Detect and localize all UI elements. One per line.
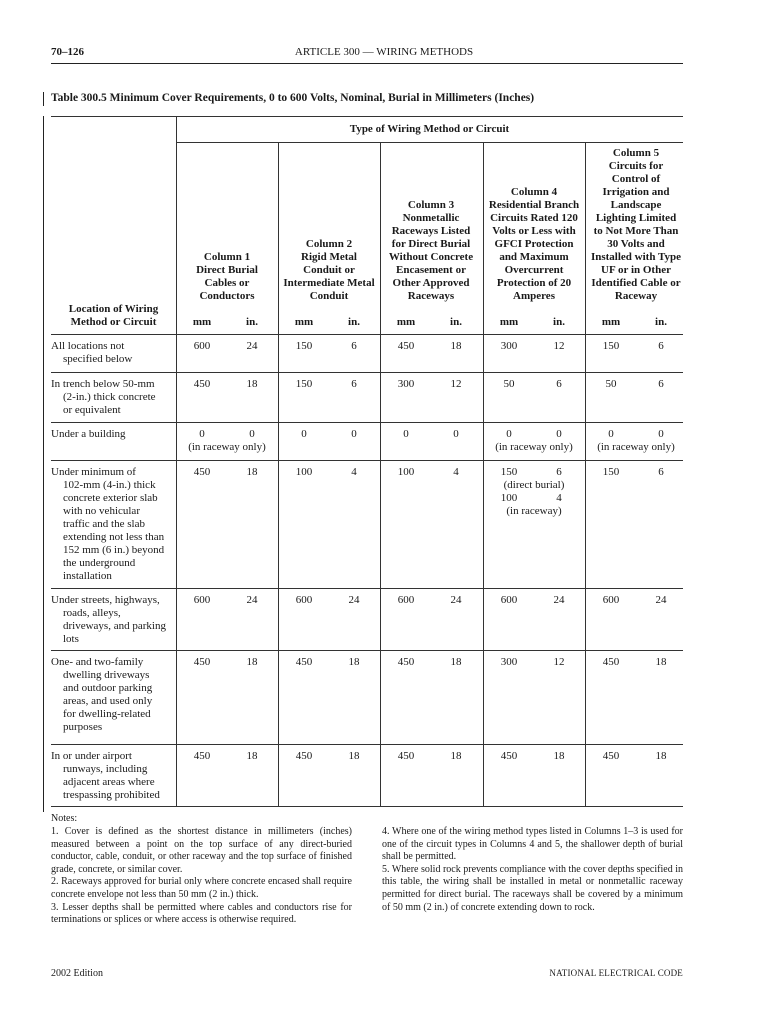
row-location: [51, 378, 176, 417]
column-header-line: Encasement or: [396, 264, 466, 276]
column-1-header: [176, 251, 278, 303]
column-header-line: GFCI Protection: [494, 238, 574, 250]
column-divider: [176, 116, 177, 806]
cell-in: 4: [453, 466, 459, 478]
unit-mm: mm: [601, 316, 621, 328]
location-line: One- and two-family: [51, 656, 144, 668]
column-header-line: UF or in Other: [601, 264, 671, 276]
cell-in: 18: [246, 378, 258, 390]
article-title: ARTICLE 300 — WIRING METHODS: [294, 46, 474, 58]
unit-in: in.: [553, 316, 565, 328]
code-name: NATIONAL ELECTRICAL CODE: [549, 968, 683, 978]
location-line: Under streets, highways,: [51, 594, 160, 606]
cell-mm: 150: [295, 378, 313, 390]
cell-in: 24: [348, 594, 360, 606]
note-paragraph: 4. Where one of the wiring method types listed in Columns 1–3 is used for one of the circuit types in Columns 4 and 5, the shallower depth of burial shall be permitted.: [382, 826, 683, 863]
cell-mm: 600: [193, 594, 211, 606]
cell-mm: 300: [500, 340, 518, 352]
location-header-line: Method or Circuit: [70, 316, 157, 328]
location-line: driveways, and parking: [63, 620, 166, 632]
column-header-line: Intermediate Metal: [283, 277, 375, 289]
column-header-line: and Maximum: [499, 251, 569, 263]
cell-mm: 450: [602, 750, 620, 762]
column-header-line: Raceway: [614, 290, 658, 302]
unit-mm: mm: [499, 316, 519, 328]
cell-in: 18: [450, 656, 462, 668]
column-header-line: Overcurrent: [504, 264, 564, 276]
cell-mm: 300: [397, 378, 415, 390]
row-location: [51, 750, 176, 802]
column-header-line: Landscape: [610, 199, 662, 211]
column-header-line: Installed with Type: [590, 251, 682, 263]
column-header-line: 30 Volts and: [607, 238, 665, 250]
cell-mm: 450: [397, 340, 415, 352]
cell-in: 6: [556, 378, 562, 390]
notes-right-column: [382, 826, 683, 914]
cell-mm: 100: [397, 466, 415, 478]
location-line: extending not less than: [63, 531, 165, 543]
cell-mm: 0: [301, 428, 307, 440]
location-header: [51, 303, 176, 329]
cell-mm: 450: [193, 656, 211, 668]
location-line: 152 mm (6 in.) beyond: [63, 544, 165, 556]
cell-mm: 150: [602, 466, 620, 478]
page-number: 70–126: [51, 46, 84, 58]
location-line: adjacent areas where: [63, 776, 155, 788]
column-header-line: Column 5: [612, 147, 660, 159]
cell-mm: 450: [193, 466, 211, 478]
cell-mm: 0: [506, 428, 512, 440]
location-line: areas, and used only: [63, 695, 153, 707]
column-header-line: Rigid Metal: [301, 251, 357, 263]
cell-in: 6: [351, 378, 357, 390]
cell-note: (in raceway): [506, 505, 562, 517]
cell-mm: 0: [403, 428, 409, 440]
location-line: In or under airport: [51, 750, 132, 762]
unit-mm: mm: [294, 316, 314, 328]
location-line: dwelling driveways: [63, 669, 150, 681]
column-header-line: Control of: [611, 173, 661, 185]
column-header-line: Lighting Limited: [595, 212, 677, 224]
cell-in: 12: [450, 378, 462, 390]
column-header-line: Raceways: [407, 290, 455, 302]
column-header-line: Amperes: [513, 290, 555, 302]
column-header-line: to Not More Than: [593, 225, 679, 237]
column-header-line: Raceways Listed: [391, 225, 471, 237]
note-paragraph: 1. Cover is defined as the shortest distance in millimeters (inches) measured between a point on the top surface of any direct-buried conductor, cable, conduit, or other raceway and the top surface of finished grade, concrete, or similar cover.: [51, 826, 352, 875]
column-2-header: [278, 238, 380, 303]
column-header-line: Conduit: [309, 290, 349, 302]
location-line: All locations not: [51, 340, 125, 352]
cell-in: 6: [658, 378, 664, 390]
column-header-line: Protection of 20: [496, 277, 572, 289]
cell-in: 0: [351, 428, 357, 440]
column-header-line: Column 3: [407, 199, 455, 211]
location-line: lots: [63, 633, 79, 645]
location-line: roads, alleys,: [63, 607, 121, 619]
cell-mm: 150: [602, 340, 620, 352]
cell-mm: 600: [295, 594, 313, 606]
location-line: trespassing prohibited: [63, 789, 160, 801]
note-paragraph: 3. Lesser depths shall be permitted where cables and conductors rise for terminations or splices or where access is otherwise required.: [51, 901, 352, 926]
change-bar: [43, 116, 44, 812]
cell-in: 24: [246, 594, 258, 606]
table-top-rule: [51, 116, 683, 117]
group-header: Type of Wiring Method or Circuit: [349, 123, 510, 135]
column-4-header: [483, 186, 585, 303]
cell-in: 0: [556, 428, 562, 440]
location-line: purposes: [63, 721, 103, 733]
location-line: concrete exterior slab: [63, 492, 158, 504]
cell-mm: 50: [605, 378, 617, 390]
cell-in: 18: [450, 750, 462, 762]
unit-in: in.: [246, 316, 258, 328]
row-divider: [51, 422, 683, 423]
location-header-line: Location of Wiring: [68, 303, 159, 315]
edition-label: 2002 Edition: [51, 968, 103, 979]
cell-in: 24: [655, 594, 667, 606]
cell-mm: 150: [295, 340, 313, 352]
location-line: or equivalent: [63, 404, 121, 416]
row-divider: [51, 806, 683, 807]
cell-mm: 450: [500, 750, 518, 762]
cell-mm: 0: [199, 428, 205, 440]
column-header-line: Volts or Less with: [492, 225, 576, 237]
location-line: Under a building: [51, 428, 126, 440]
cell-in: 12: [553, 340, 565, 352]
location-line: specified below: [63, 353, 133, 365]
cell-mm: 450: [397, 656, 415, 668]
note-paragraph: 2. Raceways approved for burial only where concrete encased shall require concrete envelope not less than 50 mm (2 in.) thick.: [51, 876, 352, 900]
unit-mm: mm: [396, 316, 416, 328]
column-header-line: Irrigation and: [602, 186, 670, 198]
cell-note: (in raceway only): [597, 441, 675, 453]
column-header-line: Cables or: [204, 277, 250, 289]
cell-in: 18: [246, 466, 258, 478]
note-paragraph: 5. Where solid rock prevents compliance with the cover depths specified in this table, the wiring shall be installed in metal or nonmetallic raceway permitted for direct burial. The raceways shall be covered by a minimum of 50 mm (2 in.) of concrete extending down to rock.: [382, 863, 683, 913]
cell-mm: 300: [500, 656, 518, 668]
change-bar: [43, 92, 44, 106]
cell-mm: 600: [193, 340, 211, 352]
cell-in: 24: [246, 340, 258, 352]
cell-in: 24: [553, 594, 565, 606]
unit-in: in.: [655, 316, 667, 328]
cell-in: 6: [658, 466, 664, 478]
column-header-line: Column 1: [203, 251, 251, 263]
cell-mm: 600: [397, 594, 415, 606]
location-line: 102-mm (4-in.) thick: [63, 479, 156, 491]
column-header-line: Circuits Rated 120: [490, 212, 578, 224]
cell-in: 18: [655, 750, 667, 762]
cell-mm: 100: [500, 492, 518, 504]
cell-in: 4: [556, 492, 562, 504]
cell-mm: 450: [602, 656, 620, 668]
location-line: (2-in.) thick concrete: [63, 391, 156, 403]
unit-mm: mm: [192, 316, 212, 328]
location-line: installation: [63, 570, 112, 582]
location-line: for dwelling-related: [63, 708, 151, 720]
cell-in: 0: [658, 428, 664, 440]
cell-mm: 450: [193, 750, 211, 762]
column-header-line: Column 4: [510, 186, 558, 198]
column-header-line: Column 2: [305, 238, 353, 250]
cell-mm: 100: [295, 466, 313, 478]
cell-note: (direct burial): [503, 479, 565, 491]
cell-mm: 0: [608, 428, 614, 440]
column-header-line: for Direct Burial: [391, 238, 471, 250]
column-5-header: [585, 147, 687, 303]
row-location: [51, 428, 176, 441]
header-rule: [51, 63, 683, 64]
cell-in: 18: [553, 750, 565, 762]
table-caption: Table 300.5 Minimum Cover Requirements, 0 to 600 Volts, Nominal, Burial in Millimeters (Inches): [51, 92, 535, 104]
notes-heading: Notes:: [51, 813, 78, 824]
cell-in: 18: [348, 656, 360, 668]
cell-in: 24: [450, 594, 462, 606]
row-divider: [51, 372, 683, 373]
column-header-line: Conduit or: [303, 264, 355, 276]
cell-in: 18: [450, 340, 462, 352]
cell-note: (in raceway only): [188, 441, 266, 453]
row-divider: [51, 588, 683, 589]
notes-left-column: [51, 826, 352, 927]
column-header-line: Other Approved: [392, 277, 470, 289]
cell-in: 12: [553, 656, 565, 668]
row-location: [51, 656, 176, 734]
cell-in: 18: [348, 750, 360, 762]
location-line: traffic and the slab: [63, 518, 145, 530]
row-location: [51, 594, 176, 646]
cell-in: 0: [249, 428, 255, 440]
header-bottom-rule: [51, 334, 683, 335]
column-header-line: Residential Branch: [488, 199, 580, 211]
location-line: and outdoor parking: [63, 682, 153, 694]
location-line: Under minimum of: [51, 466, 136, 478]
cell-note: (in raceway only): [495, 441, 573, 453]
cell-mm: 450: [397, 750, 415, 762]
column-3-header: [380, 199, 482, 303]
cell-in: 6: [658, 340, 664, 352]
cell-in: 18: [246, 656, 258, 668]
row-divider: [51, 650, 683, 651]
location-line: runways, including: [63, 763, 148, 775]
unit-in: in.: [450, 316, 462, 328]
cell-mm: 150: [500, 466, 518, 478]
column-header-line: Identified Cable or: [591, 277, 681, 289]
cell-mm: 450: [295, 750, 313, 762]
column-header-line: Circuits for: [608, 160, 664, 172]
row-divider: [51, 460, 683, 461]
column-header-line: Without Concrete: [388, 251, 474, 263]
cell-in: 18: [655, 656, 667, 668]
group-header-rule: [176, 142, 683, 143]
cell-in: 6: [556, 466, 562, 478]
location-line: with no vehicular: [63, 505, 140, 517]
row-location: [51, 340, 176, 366]
column-header-line: Nonmetallic: [402, 212, 460, 224]
cell-mm: 450: [193, 378, 211, 390]
cell-mm: 450: [295, 656, 313, 668]
column-header-line: Conductors: [199, 290, 255, 302]
cell-mm: 600: [500, 594, 518, 606]
location-line: In trench below 50-mm: [51, 378, 155, 390]
cell-mm: 50: [503, 378, 515, 390]
row-location: [51, 466, 176, 583]
cell-in: 0: [453, 428, 459, 440]
unit-in: in.: [348, 316, 360, 328]
cell-in: 18: [246, 750, 258, 762]
cell-in: 4: [351, 466, 357, 478]
cell-mm: 600: [602, 594, 620, 606]
column-header-line: Direct Burial: [196, 264, 258, 276]
cell-in: 6: [351, 340, 357, 352]
location-line: the underground: [63, 557, 136, 569]
row-divider: [51, 744, 683, 745]
